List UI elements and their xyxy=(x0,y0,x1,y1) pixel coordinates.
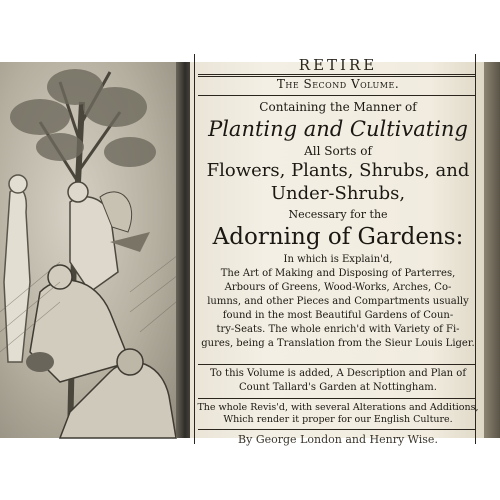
planting-heading: Planting and Cultivating xyxy=(208,117,468,141)
body-line: gures, being a Translation from the Sieur Louis Liger. xyxy=(201,338,475,349)
containing-line: Containing the Manner of xyxy=(259,100,417,114)
body-line: In which is Explain'd, xyxy=(283,254,393,265)
rule-lower xyxy=(198,398,476,399)
body-line: lumns, and other Pieces and Compartments usually xyxy=(207,296,469,307)
body-line: Which render it proper for our English Culture. xyxy=(223,414,453,425)
book-photo xyxy=(0,56,500,446)
body-line: try-Seats. The whole enrich'd with Variety of Fi- xyxy=(216,324,460,335)
under-shrubs-heading: Under-Shrubs, xyxy=(270,183,406,204)
rule-volume xyxy=(198,95,476,96)
body-line: Arbours of Greens, Wood-Works, Arches, Co- xyxy=(224,282,452,293)
rule-bottom xyxy=(198,429,476,430)
flowers-heading: Flowers, Plants, Shrubs, and xyxy=(206,160,470,181)
title-page xyxy=(190,56,490,446)
body-line: found in the most Beautiful Gardens of Coun- xyxy=(222,310,454,321)
body-line: The whole Revis'd, with several Alterations and Additions, xyxy=(197,402,479,413)
all-sorts-line: All Sorts of xyxy=(304,144,372,158)
body-line: The Art of Making and Disposing of Parterres, xyxy=(220,268,456,279)
rule-middle xyxy=(198,364,476,365)
book-edge xyxy=(484,62,500,438)
frontispiece-engraving xyxy=(0,62,182,438)
volume-heading: The Second Volume. xyxy=(276,77,400,91)
book-title-partial: RETIRE xyxy=(298,56,378,74)
necessary-line: Necessary for the xyxy=(288,208,388,221)
author-line: By George London and Henry Wise. xyxy=(238,433,438,446)
body-line: To this Volume is added, A Description and Plan of xyxy=(209,368,467,379)
body-line: Count Tallard's Garden at Nottingham. xyxy=(239,382,437,393)
adorning-heading: Adorning of Gardens: xyxy=(212,224,464,250)
engraving-illustration xyxy=(0,62,182,438)
